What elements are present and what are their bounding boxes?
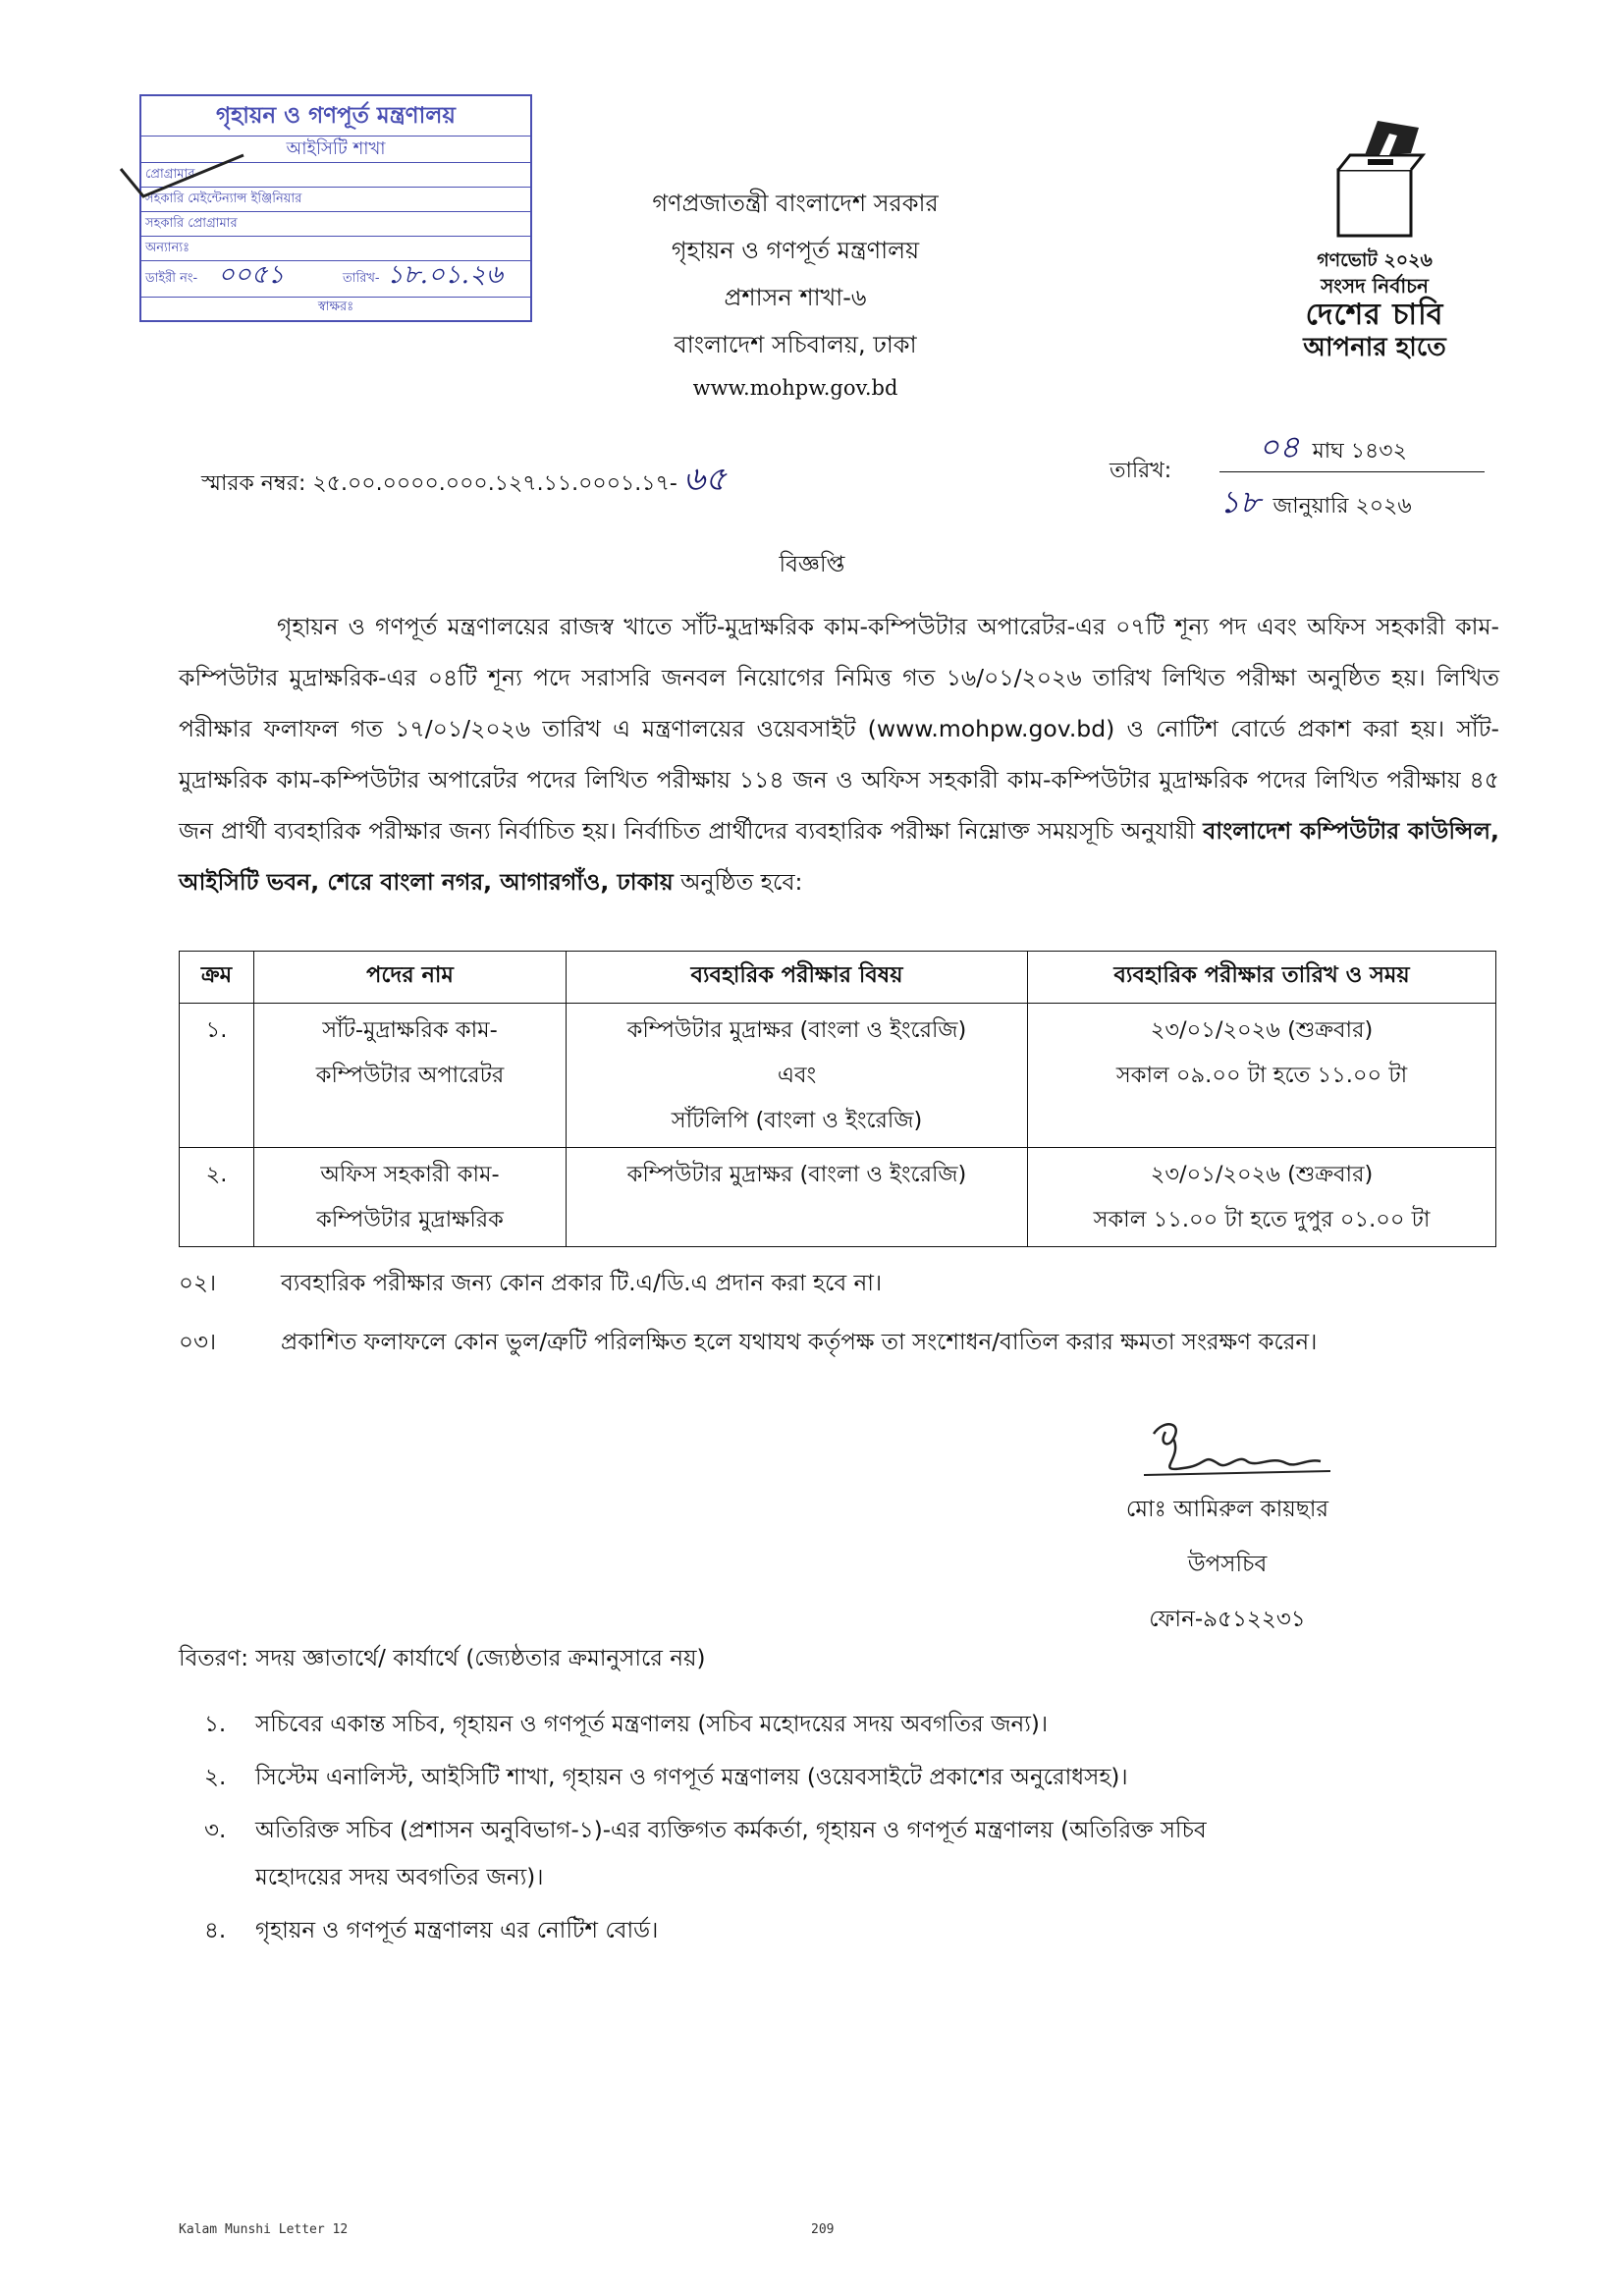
date-english-day: ১৮ bbox=[1219, 483, 1261, 520]
table-cell-post bbox=[254, 1148, 567, 1247]
logo-line-election: সংসদ নির্বাচন bbox=[1321, 274, 1429, 298]
date-label: তারিখ: bbox=[1110, 459, 1172, 483]
paragraph-text-end: অনুষ্ঠিত হবে: bbox=[680, 868, 803, 896]
subject-line: কম্পিউটার মুদ্রাক্ষর (বাংলা ও ইংরেজি) bbox=[626, 1162, 967, 1187]
footer-page-number: 209 bbox=[811, 2222, 835, 2237]
date-english bbox=[1219, 477, 1489, 530]
point-02 bbox=[179, 1259, 1499, 1308]
signatory-phone: ফোন-৯৫১২২৩১ bbox=[1149, 1607, 1306, 1632]
stamp-row: সহকারি প্রোগ্রামার bbox=[141, 212, 530, 237]
schedule-time: সকাল ০৯.০০ টা হতে ১১.০০ টা bbox=[1115, 1063, 1408, 1088]
header-section: প্রশাসন শাখা-৬ bbox=[724, 284, 867, 311]
date-bangla-day: ০৪ bbox=[1259, 428, 1300, 465]
post-line: সাঁট-মুদ্রাক্ষরিক কাম- bbox=[322, 1017, 498, 1043]
table-cell-subject bbox=[567, 1148, 1028, 1247]
distribution-item bbox=[204, 1907, 1510, 1954]
header-website-wrap bbox=[550, 365, 1041, 410]
distribution-item bbox=[204, 1701, 1510, 1748]
stamp-row: প্রোগ্রামার bbox=[141, 163, 530, 188]
signatory-name: মোঃ আমিরুল কায়ছার bbox=[1125, 1497, 1329, 1522]
distribution-item bbox=[204, 1754, 1510, 1801]
subject-line: সাঁটলিপি (বাংলা ও ইংরেজি) bbox=[671, 1108, 923, 1133]
logo-line-referendum: গণভোট ২০২৬ bbox=[1317, 249, 1433, 271]
table-header: পদের নাম bbox=[254, 952, 567, 1004]
table-cell-subject bbox=[567, 1004, 1028, 1148]
table-row bbox=[180, 1004, 1496, 1148]
distribution-number: ৪. bbox=[204, 1918, 227, 1943]
logo-line-slogan2: আপনার হাতে bbox=[1303, 333, 1446, 362]
footer-template-label: Kalam Munshi Letter 12 bbox=[179, 2222, 349, 2237]
stamp-subtitle: আইসিটি শাখা bbox=[141, 137, 530, 163]
exam-schedule-table bbox=[179, 951, 1496, 1247]
point-text: ব্যবহারিক পরীক্ষার জন্য কোন প্রকার টি.এ/ডি.এ প্রদান করা হবে না। bbox=[281, 1271, 883, 1296]
schedule-date: ২৩/০১/২০২৬ (শুক্রবার) bbox=[1150, 1162, 1374, 1187]
date-english-month: জানুয়ারি ২০২৬ bbox=[1272, 494, 1412, 519]
paragraph-text: গৃহায়ন ও গণপূর্ত মন্ত্রণালয়ের রাজস্ব খাতে সাঁট-মুদ্রাক্ষরিক কাম-কম্পিউটার অপারেটর-এর ০৭টি শূন্য পদ এবং অফিস সহকারী কাম-কম্পিউটার মুদ্রাক্ষরিক-এর ০৪টি শূন্য পদে সরাসরি জনবল নিয়োগের নিমিত্ত গত ১৬/০১/২০২৬ তারিখ লিখিত পরীক্ষা অনুষ্ঠিত হয়। লিখিত পরীক্ষার ফলাফল গত ১৭/০১/২০২৬ তারিখ এ মন্ত্রণালয়ের ওয়েবসাইট (www.mohpw.gov.bd) ও নোটিশ বোর্ডে প্রকাশ করা হয়। সাঁট-মুদ্রাক্ষরিক কাম-কম্পিউটার অপারেটর পদের লিখিত পরীক্ষায় ১১৪ জন ও অফিস সহকারী কাম-কম্পিউটার মুদ্রাক্ষরিক পদের লিখিত পরীক্ষায় ৪৫ জন প্রার্থী ব্যবহারিক পরীক্ষার জন্য নির্বাচিত হয়। নির্বাচিত প্রার্থীদের ব্যবহারিক পরীক্ষা নিম্নোক্ত সময়সূচি অনুযায়ী bbox=[179, 613, 1499, 845]
election-logo bbox=[1276, 116, 1473, 363]
stamp-title: গৃহায়ন ও গণপূর্ত মন্ত্রণালয় bbox=[141, 96, 530, 137]
distribution-number: ১. bbox=[204, 1712, 227, 1737]
stamp-diary-number: ০০৫১ bbox=[218, 260, 285, 290]
point-number: ০৩। bbox=[179, 1330, 217, 1355]
stamp-row: সহকারি মেইন্টেন্যান্স ইঞ্জিনিয়ার bbox=[141, 188, 530, 212]
distribution-text: গৃহায়ন ও গণপূর্ত মন্ত্রণালয় এর নোটিশ বোর্ড। bbox=[255, 1918, 659, 1943]
subject-line: কম্পিউটার মুদ্রাক্ষর (বাংলা ও ইংরেজি) bbox=[626, 1017, 967, 1043]
distribution-text: অতিরিক্ত সচিব (প্রশাসন অনুবিভাগ-১)-এর ব্যক্তিগত কর্মকর্তা, গৃহায়ন ও গণপূর্ত মন্ত্রণালয় (অতিরিক্ত সচিব bbox=[255, 1818, 1207, 1843]
schedule-time: সকাল ১১.০০ টা হতে দুপুর ০১.০০ টা bbox=[1093, 1207, 1431, 1232]
distribution-number: ৩. bbox=[204, 1818, 227, 1843]
stamp-diary-label: ডাইরী নং- bbox=[145, 271, 198, 286]
point-text: প্রকাশিত ফলাফলে কোন ভুল/ত্রুটি পরিলক্ষিত হলে যথাযথ কর্তৃপক্ষ তা সংশোধন/বাতিল করার ক্ষমতা সংরক্ষণ করেন। bbox=[281, 1330, 1318, 1355]
notice-title: বিজ্ঞপ্তি bbox=[779, 552, 845, 577]
memo-label: স্মারক নম্বর: ২৫.০০.০০০০.০০০.১২৭.১১.০০০১.১৭- bbox=[201, 471, 677, 496]
date-bangla-month: মাঘ ১৪৩২ bbox=[1312, 439, 1407, 464]
schedule-date: ২৩/০১/২০২৬ (শুক্রবার) bbox=[1150, 1017, 1374, 1043]
notice-paragraph bbox=[179, 601, 1499, 907]
signatory-designation: উপসচিব bbox=[1187, 1552, 1268, 1577]
table-header: ব্যবহারিক পরীক্ষার বিষয় bbox=[567, 952, 1028, 1004]
memo-hand-number: ৬৫ bbox=[682, 460, 727, 499]
logo-line-slogan1: দেশের চাবি bbox=[1305, 298, 1444, 332]
subject-line: এবং bbox=[777, 1063, 817, 1088]
table-cell-schedule bbox=[1028, 1148, 1496, 1247]
stamp-diary-row bbox=[141, 261, 530, 298]
table-cell-serial: ১. bbox=[180, 1004, 254, 1148]
stamp-date-label: তারিখ- bbox=[343, 271, 380, 286]
stamp-row: অন্যান্যঃ bbox=[141, 237, 530, 261]
post-line: অফিস সহকারী কাম- bbox=[320, 1162, 500, 1187]
header-website: www.mohpw.gov.bd bbox=[692, 376, 898, 400]
table-header: ক্রম bbox=[180, 952, 254, 1004]
date-divider bbox=[1219, 471, 1485, 472]
distribution-heading: বিতরণ: সদয় জ্ঞাতার্থে/ কার্যার্থে (জ্যেষ্ঠতার ক্রমানুসারে নয়) bbox=[179, 1646, 706, 1671]
distribution-text-cont: মহোদয়ের সদয় অবগতির জন্য)। bbox=[255, 1865, 544, 1890]
stamp-sign-label: স্বাক্ষরঃ bbox=[317, 300, 354, 314]
table-header-row bbox=[180, 952, 1496, 1004]
header-ministry: গৃহায়ন ও গণপূর্ত মন্ত্রণালয় bbox=[671, 237, 920, 264]
paragraph-venue: বাংলাদেশ কম্পিউটার কাউন্সিল, আইসিটি ভবন, শেরে বাংলা নগর, আগারগাঁও, ঢাকায় bbox=[179, 817, 1499, 896]
distribution-text: সচিবের একান্ত সচিব, গৃহায়ন ও গণপূর্ত মন্ত্রণালয় (সচিব মহোদয়ের সদয় অবগতির জন্য)। bbox=[255, 1712, 1049, 1737]
distribution-text: সিস্টেম এনালিস্ট, আইসিটি শাখা, গৃহায়ন ও গণপূর্ত মন্ত্রণালয় (ওয়েবসাইটে প্রকাশের অনুরোধসহ)। bbox=[255, 1765, 1128, 1790]
header-government: গণপ্রজাতন্ত্রী বাংলাদেশ সরকার bbox=[652, 190, 939, 217]
distribution-item bbox=[204, 1807, 1510, 1901]
header-address: বাংলাদেশ সচিবালয়, ঢাকা bbox=[674, 331, 917, 358]
date-bangla bbox=[1219, 422, 1489, 475]
point-03 bbox=[179, 1318, 1499, 1367]
post-line: কম্পিউটার অপারেটর bbox=[315, 1063, 505, 1088]
ballot-box-icon bbox=[1321, 116, 1429, 244]
tick-mark-icon bbox=[116, 147, 253, 216]
point-number: ০২। bbox=[179, 1271, 217, 1296]
table-row bbox=[180, 1148, 1496, 1247]
distribution-number: ২. bbox=[204, 1765, 227, 1790]
table-cell-post bbox=[254, 1004, 567, 1148]
table-cell-schedule bbox=[1028, 1004, 1496, 1148]
stamp-diary-date: ১৮.০১.২৬ bbox=[387, 260, 503, 290]
memo-number bbox=[201, 454, 727, 510]
table-header: ব্যবহারিক পরীক্ষার তারিখ ও সময় bbox=[1028, 952, 1496, 1004]
table-cell-serial: ২. bbox=[180, 1148, 254, 1247]
post-line: কম্পিউটার মুদ্রাক্ষরিক bbox=[316, 1207, 504, 1232]
